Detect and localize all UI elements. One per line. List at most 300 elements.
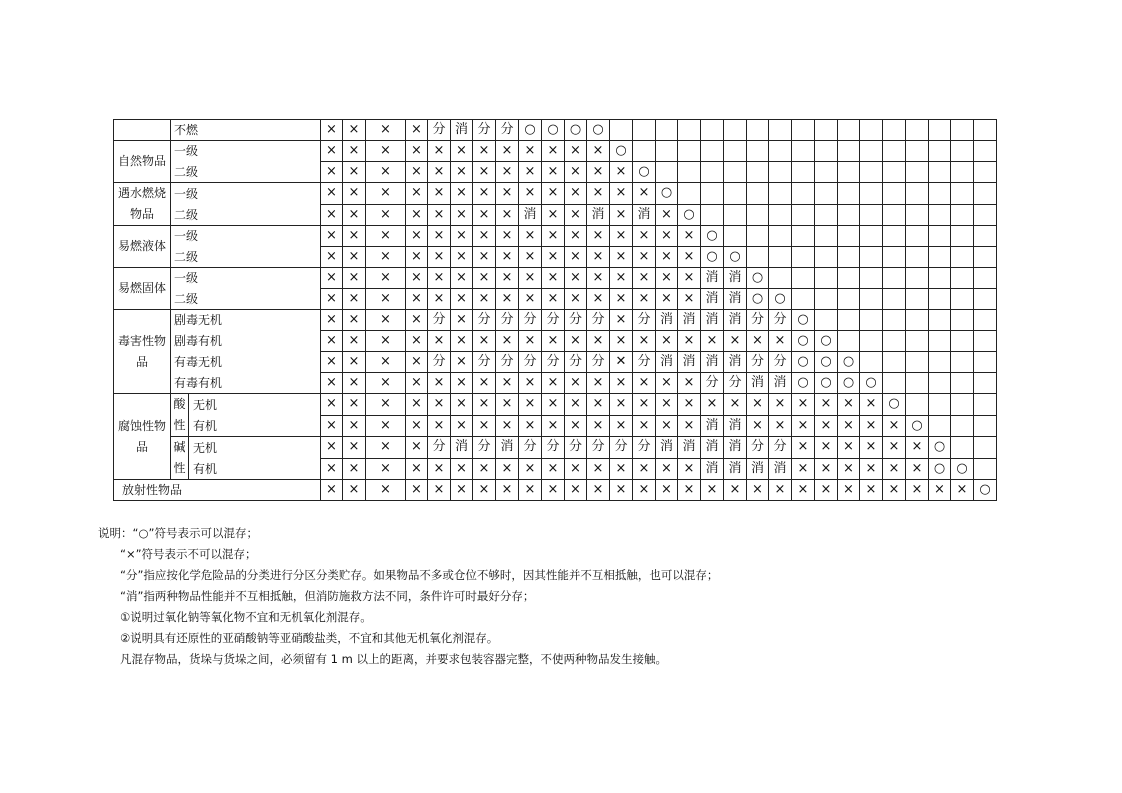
- matrix-cell: ×: [656, 289, 678, 310]
- matrix-cell: [974, 226, 997, 247]
- matrix-cell: ×: [792, 415, 815, 437]
- matrix-cell: ×: [678, 373, 701, 394]
- matrix-cell: ×: [519, 183, 542, 205]
- matrix-cell: ×: [343, 289, 366, 310]
- matrix-cell: [656, 162, 678, 183]
- matrix-cell: [906, 226, 929, 247]
- matrix-cell: [906, 289, 929, 310]
- subcategory-label: 二级: [171, 289, 321, 310]
- matrix-cell: ○: [860, 373, 883, 394]
- matrix-cell: ×: [496, 394, 519, 416]
- matrix-cell: ○: [565, 120, 587, 141]
- matrix-cell: [769, 162, 792, 183]
- matrix-cell: [883, 352, 906, 373]
- matrix-cell: ×: [542, 480, 565, 501]
- matrix-cell: ×: [610, 289, 633, 310]
- matrix-cell: [838, 162, 860, 183]
- matrix-cell: ×: [519, 289, 542, 310]
- category-label: 易燃液体: [114, 226, 171, 268]
- matrix-cell: ×: [815, 480, 838, 501]
- matrix-cell: ×: [565, 226, 587, 247]
- matrix-cell: ×: [428, 480, 451, 501]
- subcategory-label: 二级: [171, 204, 321, 226]
- matrix-cell: 消: [678, 437, 701, 459]
- matrix-cell: ×: [321, 204, 343, 226]
- matrix-cell: ×: [610, 247, 633, 268]
- matrix-cell: ○: [701, 226, 724, 247]
- matrix-cell: ×: [473, 247, 496, 268]
- matrix-cell: ×: [610, 226, 633, 247]
- matrix-cell: ×: [565, 480, 587, 501]
- matrix-cell: ×: [542, 394, 565, 416]
- matrix-cell: [974, 415, 997, 437]
- category-label: 自然物品: [114, 141, 171, 183]
- matrix-cell: [906, 331, 929, 352]
- subcategory-prefix: 酸性: [171, 394, 189, 437]
- matrix-cell: ×: [610, 331, 633, 352]
- matrix-cell: ×: [343, 331, 366, 352]
- matrix-cell: ×: [565, 183, 587, 205]
- matrix-cell: [769, 226, 792, 247]
- matrix-cell: ×: [860, 415, 883, 437]
- note-2: ②说明具有还原性的亚硝酸钠等亚硝酸盐类，不宜和其他无机氧化剂混存。: [120, 631, 499, 645]
- matrix-cell: [747, 141, 769, 162]
- matrix-cell: ×: [883, 437, 906, 459]
- matrix-cell: ×: [321, 183, 343, 205]
- matrix-cell: ×: [678, 394, 701, 416]
- matrix-cell: ×: [519, 268, 542, 289]
- matrix-cell: ○: [610, 141, 633, 162]
- matrix-cell: ×: [473, 226, 496, 247]
- matrix-cell: [860, 204, 883, 226]
- matrix-cell: ×: [519, 226, 542, 247]
- subcategory-label: 一级: [171, 141, 321, 162]
- matrix-cell: [974, 289, 997, 310]
- matrix-cell: ○: [769, 289, 792, 310]
- matrix-cell: [883, 331, 906, 352]
- matrix-cell: ×: [678, 289, 701, 310]
- matrix-cell: ×: [406, 437, 428, 459]
- matrix-cell: [974, 437, 997, 459]
- compatibility-table: [113, 119, 997, 501]
- matrix-cell: [883, 120, 906, 141]
- matrix-cell: [701, 141, 724, 162]
- matrix-cell: ×: [565, 458, 587, 480]
- matrix-cell: ×: [496, 415, 519, 437]
- table-row: [114, 141, 997, 162]
- matrix-cell: ×: [406, 120, 428, 141]
- matrix-cell: ×: [451, 226, 473, 247]
- matrix-cell: ○: [883, 394, 906, 416]
- matrix-cell: ×: [321, 437, 343, 459]
- matrix-cell: ×: [451, 352, 473, 373]
- matrix-cell: ×: [451, 310, 473, 331]
- matrix-cell: ×: [747, 394, 769, 416]
- matrix-cell: ×: [496, 480, 519, 501]
- matrix-cell: ×: [542, 183, 565, 205]
- matrix-cell: 分: [496, 352, 519, 373]
- matrix-cell: ×: [678, 268, 701, 289]
- matrix-cell: [701, 204, 724, 226]
- matrix-cell: [929, 120, 951, 141]
- matrix-cell: [815, 268, 838, 289]
- table-row: [114, 183, 997, 205]
- matrix-cell: ×: [838, 415, 860, 437]
- category-label: 易燃固体: [114, 268, 171, 310]
- matrix-cell: ×: [321, 162, 343, 183]
- matrix-cell: [769, 268, 792, 289]
- matrix-cell: ×: [656, 415, 678, 437]
- matrix-cell: [906, 162, 929, 183]
- matrix-cell: 消: [724, 310, 747, 331]
- subcategory-label: 剧毒有机: [171, 331, 321, 352]
- matrix-cell: [747, 183, 769, 205]
- matrix-cell: [906, 352, 929, 373]
- matrix-cell: ×: [542, 226, 565, 247]
- matrix-cell: ×: [451, 415, 473, 437]
- matrix-cell: 分: [519, 352, 542, 373]
- matrix-cell: ×: [406, 226, 428, 247]
- matrix-cell: ×: [678, 226, 701, 247]
- matrix-cell: [792, 162, 815, 183]
- matrix-cell: 分: [610, 437, 633, 459]
- note-legend-fen: “分”指应按化学危险品的分类进行分区分类贮存。如果物品不多或仓位不够时，因其性能并不互相抵触，也可以混存；: [120, 568, 719, 582]
- matrix-cell: [951, 415, 974, 437]
- matrix-cell: ×: [406, 162, 428, 183]
- matrix-cell: [906, 120, 929, 141]
- matrix-cell: ×: [343, 310, 366, 331]
- matrix-cell: 分: [565, 437, 587, 459]
- matrix-cell: [815, 226, 838, 247]
- matrix-cell: ×: [724, 331, 747, 352]
- matrix-cell: ×: [321, 394, 343, 416]
- subcategory-label: 剧毒无机: [171, 310, 321, 331]
- matrix-cell: ×: [656, 268, 678, 289]
- category-label: 毒害性物品: [114, 310, 171, 394]
- matrix-cell: [678, 141, 701, 162]
- matrix-cell: [951, 162, 974, 183]
- matrix-cell: [860, 183, 883, 205]
- matrix-cell: ×: [610, 373, 633, 394]
- matrix-cell: ×: [428, 415, 451, 437]
- matrix-cell: ×: [815, 437, 838, 459]
- matrix-cell: ×: [587, 183, 610, 205]
- subcategory-label: 有毒有机: [171, 373, 321, 394]
- matrix-cell: ×: [366, 289, 406, 310]
- matrix-cell: [929, 226, 951, 247]
- matrix-cell: [815, 247, 838, 268]
- matrix-cell: [974, 373, 997, 394]
- matrix-cell: ×: [701, 394, 724, 416]
- matrix-cell: ×: [633, 415, 656, 437]
- matrix-cell: ×: [951, 480, 974, 501]
- matrix-cell: [974, 268, 997, 289]
- matrix-cell: ×: [883, 458, 906, 480]
- matrix-cell: ×: [496, 458, 519, 480]
- matrix-cell: 分: [473, 437, 496, 459]
- matrix-cell: [951, 120, 974, 141]
- matrix-cell: [747, 247, 769, 268]
- matrix-cell: [747, 204, 769, 226]
- matrix-cell: [860, 310, 883, 331]
- matrix-cell: ×: [565, 204, 587, 226]
- matrix-cell: [951, 352, 974, 373]
- matrix-cell: ×: [366, 352, 406, 373]
- matrix-cell: ×: [633, 394, 656, 416]
- note-general: 凡混存物品，货垛与货垛之间，必须留有 1 m 以上的距离，并要求包装容器完整，不使两种物品发生接触。: [120, 652, 667, 666]
- matrix-cell: ×: [838, 437, 860, 459]
- matrix-cell: ×: [678, 247, 701, 268]
- matrix-cell: ○: [542, 120, 565, 141]
- subcategory-label: 无机: [189, 394, 321, 416]
- matrix-cell: ×: [883, 415, 906, 437]
- matrix-cell: [951, 204, 974, 226]
- matrix-cell: ×: [451, 373, 473, 394]
- matrix-cell: ×: [428, 141, 451, 162]
- matrix-cell: ×: [860, 480, 883, 501]
- matrix-cell: ×: [428, 162, 451, 183]
- matrix-cell: [838, 289, 860, 310]
- matrix-cell: ×: [587, 415, 610, 437]
- matrix-cell: ×: [366, 415, 406, 437]
- matrix-cell: 分: [587, 437, 610, 459]
- matrix-cell: ×: [321, 268, 343, 289]
- matrix-cell: ×: [321, 226, 343, 247]
- matrix-cell: ×: [451, 268, 473, 289]
- matrix-cell: ×: [321, 141, 343, 162]
- matrix-cell: ×: [343, 162, 366, 183]
- matrix-cell: ×: [519, 394, 542, 416]
- matrix-cell: 分: [747, 352, 769, 373]
- matrix-cell: ×: [656, 247, 678, 268]
- matrix-cell: ×: [565, 289, 587, 310]
- subcategory-label: 有毒无机: [171, 352, 321, 373]
- matrix-cell: [883, 289, 906, 310]
- matrix-cell: ×: [473, 373, 496, 394]
- table-row: [114, 226, 997, 247]
- matrix-cell: ×: [565, 373, 587, 394]
- matrix-cell: ×: [428, 373, 451, 394]
- matrix-cell: ×: [587, 373, 610, 394]
- matrix-cell: ×: [473, 268, 496, 289]
- matrix-cell: [838, 141, 860, 162]
- matrix-cell: [974, 352, 997, 373]
- matrix-cell: [929, 310, 951, 331]
- matrix-cell: ×: [519, 373, 542, 394]
- subcategory-label: 无机: [189, 437, 321, 459]
- matrix-cell: [951, 331, 974, 352]
- matrix-cell: ×: [519, 141, 542, 162]
- matrix-cell: ○: [906, 415, 929, 437]
- matrix-cell: ×: [451, 183, 473, 205]
- matrix-cell: ×: [451, 394, 473, 416]
- matrix-cell: [701, 162, 724, 183]
- matrix-cell: ×: [565, 162, 587, 183]
- matrix-cell: ×: [473, 183, 496, 205]
- matrix-cell: ×: [815, 394, 838, 416]
- matrix-cell: ×: [587, 268, 610, 289]
- matrix-cell: 消: [701, 415, 724, 437]
- matrix-cell: [929, 247, 951, 268]
- matrix-cell: [974, 204, 997, 226]
- matrix-cell: ×: [366, 437, 406, 459]
- matrix-cell: ×: [366, 458, 406, 480]
- matrix-cell: [838, 331, 860, 352]
- matrix-cell: 消: [701, 268, 724, 289]
- matrix-cell: ×: [428, 183, 451, 205]
- matrix-cell: 消: [747, 458, 769, 480]
- matrix-cell: [860, 162, 883, 183]
- matrix-cell: ×: [906, 480, 929, 501]
- matrix-cell: ×: [587, 289, 610, 310]
- matrix-cell: ×: [633, 331, 656, 352]
- matrix-cell: [747, 162, 769, 183]
- matrix-cell: 分: [633, 437, 656, 459]
- matrix-cell: ×: [321, 352, 343, 373]
- matrix-cell: [974, 394, 997, 416]
- matrix-cell: ×: [769, 331, 792, 352]
- matrix-cell: 消: [724, 415, 747, 437]
- matrix-cell: 消: [451, 437, 473, 459]
- matrix-cell: [951, 373, 974, 394]
- matrix-cell: [906, 204, 929, 226]
- matrix-cell: ×: [366, 120, 406, 141]
- matrix-cell: ×: [406, 310, 428, 331]
- matrix-cell: [951, 437, 974, 459]
- matrix-cell: [929, 373, 951, 394]
- matrix-cell: ×: [366, 268, 406, 289]
- matrix-cell: ×: [321, 458, 343, 480]
- matrix-cell: ×: [366, 480, 406, 501]
- matrix-cell: ×: [656, 480, 678, 501]
- matrix-cell: ×: [542, 162, 565, 183]
- matrix-cell: [792, 268, 815, 289]
- matrix-cell: 分: [769, 352, 792, 373]
- matrix-cell: [792, 289, 815, 310]
- matrix-cell: 分: [542, 352, 565, 373]
- matrix-cell: ×: [406, 394, 428, 416]
- matrix-cell: ×: [860, 394, 883, 416]
- matrix-cell: ×: [610, 310, 633, 331]
- matrix-cell: ×: [792, 458, 815, 480]
- matrix-cell: ×: [343, 352, 366, 373]
- matrix-cell: [724, 162, 747, 183]
- matrix-cell: ×: [542, 373, 565, 394]
- matrix-cell: 消: [701, 458, 724, 480]
- matrix-cell: ○: [929, 437, 951, 459]
- matrix-cell: [883, 162, 906, 183]
- matrix-cell: ×: [366, 226, 406, 247]
- category-label: 腐蚀性物品: [114, 394, 171, 480]
- matrix-cell: 消: [747, 373, 769, 394]
- matrix-cell: [656, 141, 678, 162]
- matrix-cell: [815, 162, 838, 183]
- matrix-cell: 分: [473, 120, 496, 141]
- matrix-cell: [678, 120, 701, 141]
- matrix-cell: [883, 373, 906, 394]
- matrix-cell: [792, 183, 815, 205]
- matrix-cell: [860, 141, 883, 162]
- subcategory-label: 有机: [189, 415, 321, 437]
- subcategory-label: 一级: [171, 183, 321, 205]
- matrix-cell: ○: [815, 373, 838, 394]
- matrix-cell: 消: [451, 120, 473, 141]
- matrix-cell: ×: [610, 480, 633, 501]
- matrix-cell: ×: [451, 458, 473, 480]
- matrix-cell: [860, 120, 883, 141]
- subcategory-prefix: 碱性: [171, 437, 189, 480]
- matrix-cell: ×: [428, 204, 451, 226]
- matrix-cell: [951, 268, 974, 289]
- matrix-cell: ×: [860, 458, 883, 480]
- subcategory-label: 有机: [189, 458, 321, 480]
- matrix-cell: 分: [496, 120, 519, 141]
- matrix-cell: [929, 183, 951, 205]
- matrix-cell: [951, 183, 974, 205]
- matrix-cell: ×: [633, 226, 656, 247]
- table-row: [114, 437, 997, 459]
- matrix-cell: ○: [656, 183, 678, 205]
- table-row: [114, 162, 997, 183]
- matrix-cell: [906, 183, 929, 205]
- matrix-cell: ×: [838, 394, 860, 416]
- matrix-cell: ○: [747, 268, 769, 289]
- matrix-cell: ×: [678, 480, 701, 501]
- matrix-cell: 分: [769, 437, 792, 459]
- matrix-cell: ○: [519, 120, 542, 141]
- matrix-cell: ×: [610, 204, 633, 226]
- matrix-cell: [724, 120, 747, 141]
- matrix-cell: ×: [321, 120, 343, 141]
- matrix-cell: [678, 183, 701, 205]
- matrix-cell: ×: [321, 247, 343, 268]
- matrix-cell: ×: [473, 458, 496, 480]
- table-row: [114, 247, 997, 268]
- matrix-cell: ×: [792, 480, 815, 501]
- matrix-cell: ×: [519, 162, 542, 183]
- matrix-cell: [769, 204, 792, 226]
- matrix-cell: ×: [610, 268, 633, 289]
- matrix-cell: [792, 141, 815, 162]
- subcategory-label: 一级: [171, 268, 321, 289]
- matrix-cell: ×: [769, 480, 792, 501]
- matrix-cell: ×: [406, 480, 428, 501]
- matrix-cell: [815, 310, 838, 331]
- matrix-cell: ○: [792, 352, 815, 373]
- matrix-cell: ×: [321, 289, 343, 310]
- matrix-cell: [815, 120, 838, 141]
- matrix-cell: ×: [321, 415, 343, 437]
- matrix-cell: ×: [496, 268, 519, 289]
- matrix-cell: [792, 247, 815, 268]
- matrix-cell: ×: [633, 247, 656, 268]
- matrix-cell: ×: [565, 331, 587, 352]
- matrix-cell: 消: [519, 204, 542, 226]
- matrix-cell: [815, 183, 838, 205]
- matrix-cell: 分: [769, 310, 792, 331]
- matrix-cell: [610, 120, 633, 141]
- matrix-cell: ×: [343, 183, 366, 205]
- matrix-cell: ×: [451, 141, 473, 162]
- matrix-cell: ×: [792, 394, 815, 416]
- matrix-cell: ×: [366, 204, 406, 226]
- table-row: [114, 310, 997, 331]
- matrix-cell: 分: [473, 310, 496, 331]
- matrix-cell: 消: [633, 204, 656, 226]
- matrix-cell: 分: [587, 352, 610, 373]
- matrix-cell: ×: [610, 415, 633, 437]
- matrix-cell: ×: [542, 247, 565, 268]
